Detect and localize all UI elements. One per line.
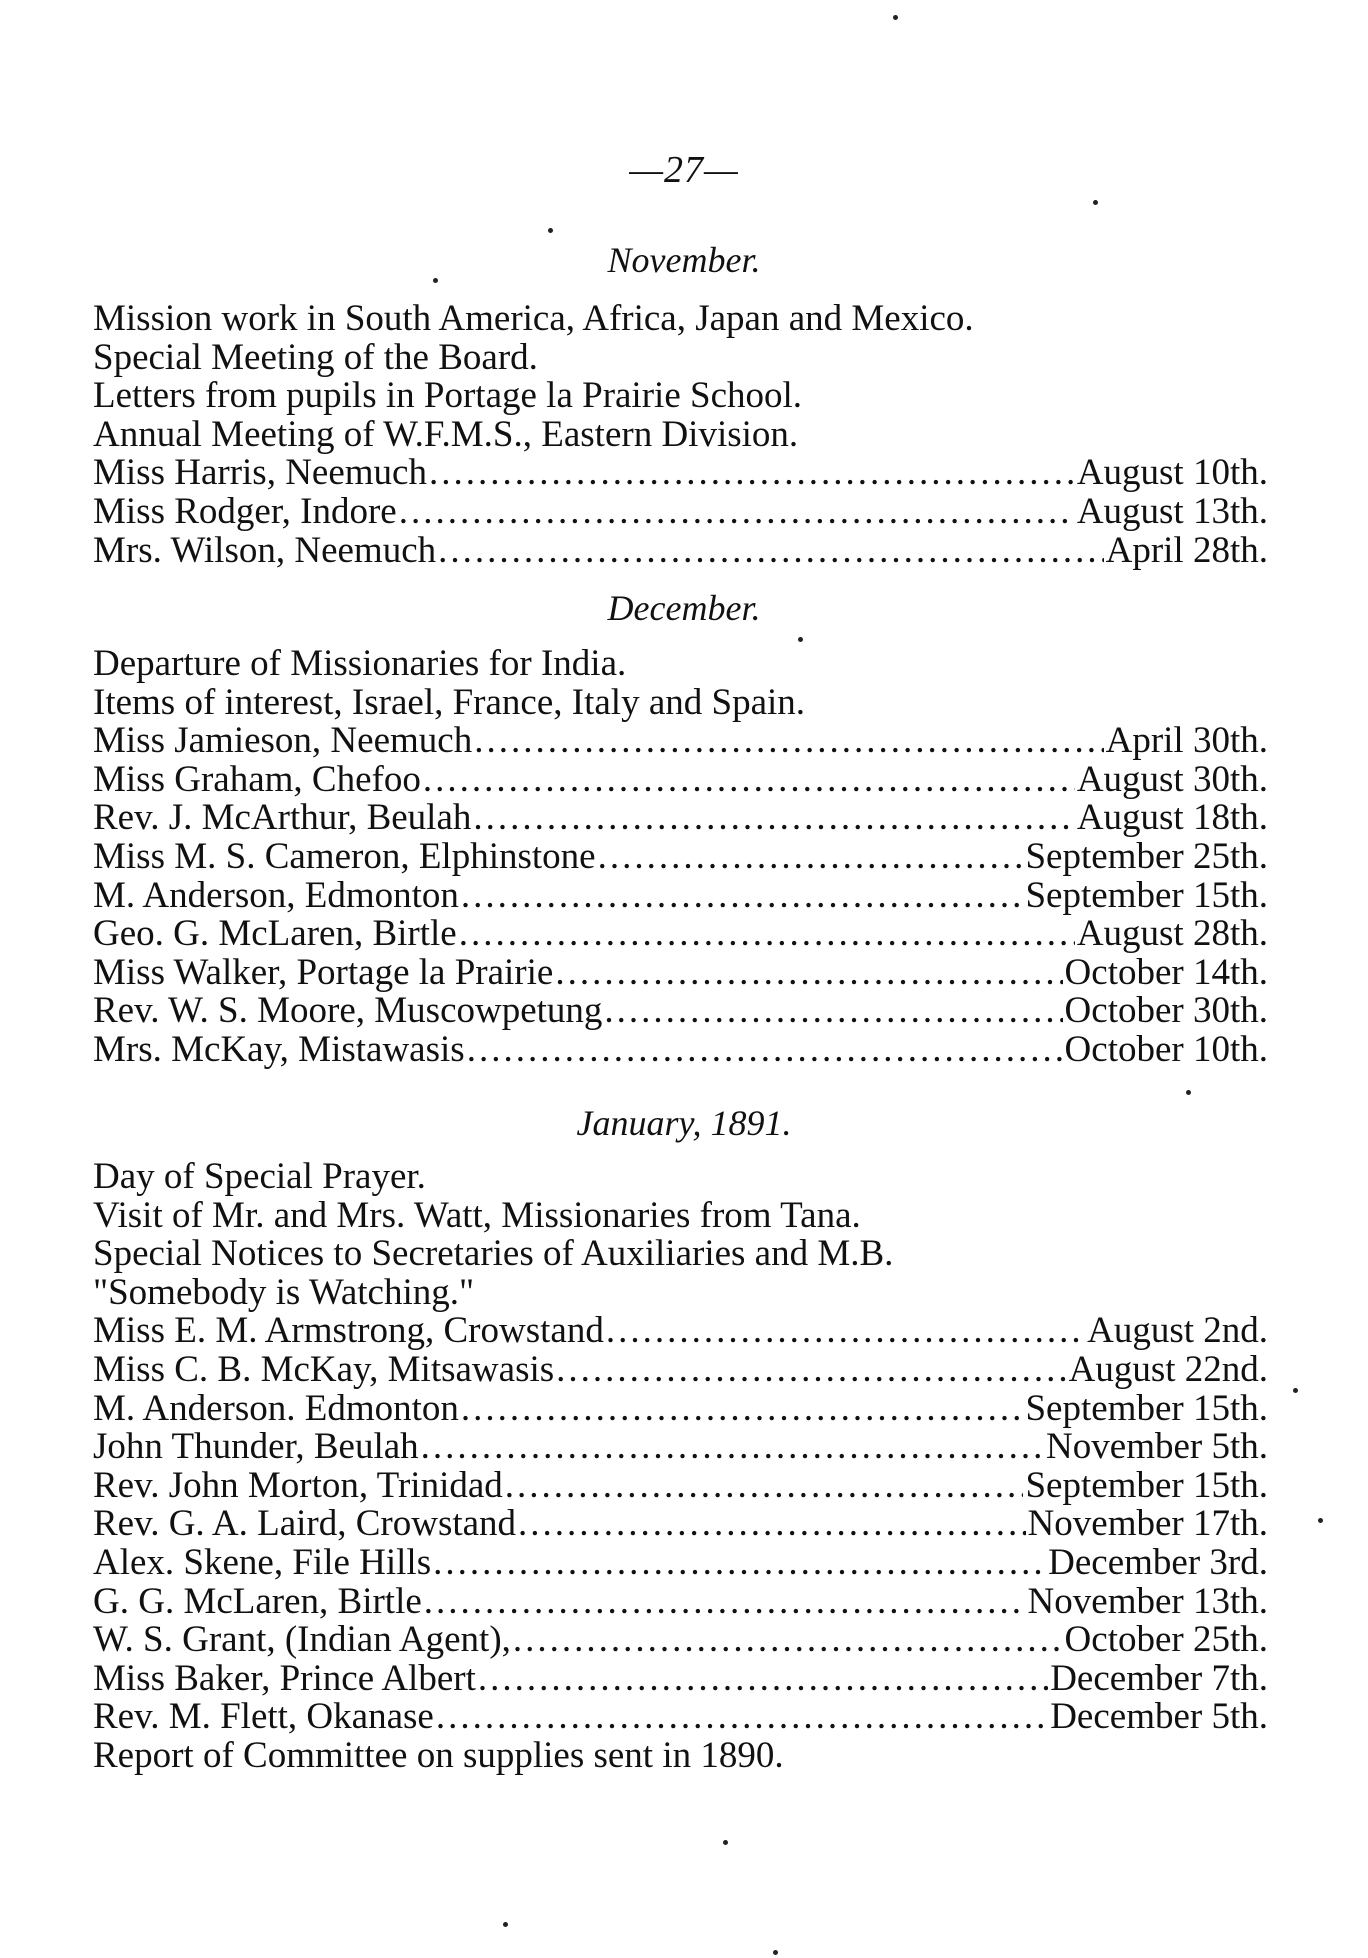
topic-line: Annual Meeting of W.F.M.S., Eastern Division. <box>93 415 799 455</box>
dot-leader <box>518 1505 1026 1544</box>
entry-date: August 30th. <box>1076 760 1268 800</box>
dot-leader <box>474 722 1103 761</box>
dot-leader <box>399 493 1075 532</box>
scan-speck <box>548 228 553 233</box>
entry-date: October 25th. <box>1064 1621 1268 1660</box>
entry-date: April 30th. <box>1105 722 1268 761</box>
entry-date: August 2nd. <box>1087 1312 1268 1351</box>
entry-date: September 15th. <box>1025 1466 1268 1506</box>
dot-leader <box>606 1312 1085 1351</box>
dot-leader <box>461 877 1024 916</box>
scan-speck <box>1318 1518 1323 1523</box>
missionary-entry <box>93 1351 1268 1390</box>
entry-name: Miss M. S. Cameron, Elphinstone <box>93 837 596 877</box>
entry-name: Rev. J. McArthur, Beulah <box>93 799 472 838</box>
section-heading-january: January, 1891. <box>576 1103 792 1143</box>
dot-leader <box>555 954 1062 993</box>
entry-name: Miss Rodger, Indore <box>93 492 397 532</box>
missionary-entry <box>93 454 1268 493</box>
entry-name: Miss Jamieson, Neemuch <box>93 722 473 761</box>
entry-name: Miss Baker, Prince Albert <box>93 1659 476 1699</box>
dot-leader <box>436 1698 1048 1737</box>
scan-speck <box>1093 200 1098 205</box>
entry-name: G. G. McLaren, Birtle <box>93 1582 422 1622</box>
scan-speck <box>503 1922 508 1927</box>
entry-date: December 3rd. <box>1048 1543 1268 1583</box>
section-january <box>93 1158 1268 1776</box>
closing-line: Report of Committee on supplies sent in 1890. <box>93 1736 784 1776</box>
section-heading-november: November. <box>607 240 761 280</box>
topic-line: "Somebody is Watching." <box>93 1273 475 1313</box>
entry-name: W. S. Grant, (Indian Agent), <box>93 1621 511 1660</box>
missionary-entry <box>93 761 1268 800</box>
dot-leader <box>461 1390 1024 1429</box>
entry-name: Geo. G. McLaren, Birtle <box>93 915 457 954</box>
missionary-entry <box>93 1031 1268 1070</box>
entry-name: Miss E. M. Armstrong, Crowstand <box>93 1312 604 1351</box>
missionary-entry <box>93 1544 1268 1583</box>
missionary-entry <box>93 1621 1268 1660</box>
entry-date: November 17th. <box>1027 1505 1268 1544</box>
dot-leader <box>467 1031 1063 1070</box>
topic-line: Special Notices to Secretaries of Auxiliaries and M.B. <box>93 1235 894 1274</box>
missionary-entry <box>93 799 1268 838</box>
entry-name: Rev. John Morton, Trinidad <box>93 1466 503 1506</box>
entry-date: August 13th. <box>1076 492 1268 532</box>
scan-speck <box>893 15 898 20</box>
scan-speck <box>723 1840 728 1845</box>
entry-date: October 10th. <box>1064 1030 1268 1070</box>
page-number: —27— <box>629 149 739 191</box>
scan-speck <box>1293 1388 1298 1393</box>
entry-name: Mrs. Wilson, Neemuch <box>93 531 437 571</box>
entry-name: Rev. W. S. Moore, Muscowpetung <box>93 992 603 1031</box>
topic-line: Day of Special Prayer. <box>93 1158 426 1197</box>
dot-leader <box>424 1583 1026 1622</box>
entry-date: December 7th. <box>1050 1659 1268 1699</box>
missionary-entry <box>93 1660 1268 1699</box>
missionary-entry <box>93 838 1268 877</box>
missionary-entry <box>93 532 1268 571</box>
missionary-entry <box>93 877 1268 916</box>
topic-line: Items of interest, Israel, France, Italy and Spain. <box>93 683 806 723</box>
entry-date: August 28th. <box>1076 915 1268 954</box>
section-december <box>93 645 1268 1070</box>
entry-date: October 30th. <box>1064 992 1268 1031</box>
dot-leader <box>421 1428 1044 1467</box>
dot-leader <box>423 761 1075 800</box>
entry-date: November 13th. <box>1027 1582 1268 1622</box>
entry-name: M. Anderson, Edmonton <box>93 876 459 916</box>
dot-leader <box>473 799 1074 838</box>
missionary-entry <box>93 1505 1268 1544</box>
entry-date: August 22nd. <box>1068 1350 1268 1390</box>
entry-date: November 5th. <box>1046 1428 1268 1467</box>
dot-leader <box>459 915 1075 954</box>
scan-speck <box>433 278 438 283</box>
entry-name: M. Anderson. Edmonton <box>93 1389 459 1429</box>
dot-leader <box>505 1467 1024 1506</box>
section-november <box>93 300 1268 570</box>
dot-leader <box>433 1544 1046 1583</box>
entry-date: April 28th. <box>1105 531 1268 571</box>
dot-leader <box>429 454 1075 493</box>
entry-name: Miss Graham, Chefoo <box>93 760 421 800</box>
scan-speck <box>773 1950 778 1955</box>
topic-line: Special Meeting of the Board. <box>93 338 538 378</box>
dot-leader <box>604 992 1062 1031</box>
missionary-entry <box>93 1698 1268 1737</box>
scan-speck <box>1186 1090 1191 1095</box>
dot-leader <box>598 838 1024 877</box>
entry-date: October 14th. <box>1064 953 1268 993</box>
dot-leader <box>513 1621 1063 1660</box>
topic-line: Letters from pupils in Portage la Prairie School. <box>93 377 803 416</box>
missionary-entry <box>93 954 1268 993</box>
entry-date: September 15th. <box>1025 876 1268 916</box>
topic-line: Visit of Mr. and Mrs. Watt, Missionaries from Tana. <box>93 1196 861 1236</box>
topic-line: Departure of Missionaries for India. <box>93 645 627 684</box>
entry-name: Rev. G. A. Laird, Crowstand <box>93 1505 517 1544</box>
missionary-entry <box>93 1390 1268 1429</box>
missionary-entry <box>93 493 1268 532</box>
entry-name: John Thunder, Beulah <box>93 1428 419 1467</box>
missionary-entry <box>93 722 1268 761</box>
entry-name: Mrs. McKay, Mistawasis <box>93 1030 465 1070</box>
entry-name: Miss C. B. McKay, Mitsawasis <box>93 1350 555 1390</box>
entry-date: August 18th. <box>1076 799 1268 838</box>
entry-name: Alex. Skene, File Hills <box>93 1543 432 1583</box>
entry-name: Rev. M. Flett, Okanase <box>93 1698 434 1737</box>
entry-date: September 25th. <box>1025 837 1268 877</box>
entry-name: Miss Harris, Neemuch <box>93 454 427 493</box>
topic-line: Mission work in South America, Africa, Japan and Mexico. <box>93 300 974 339</box>
missionary-entry <box>93 1583 1268 1622</box>
missionary-entry <box>93 1467 1268 1506</box>
scan-speck <box>798 637 803 642</box>
entry-date: September 15th. <box>1025 1389 1268 1429</box>
section-heading-december: December. <box>607 588 761 628</box>
dot-leader <box>556 1351 1066 1390</box>
dot-leader <box>438 532 1103 571</box>
missionary-entry <box>93 1312 1268 1351</box>
entry-date: August 10th. <box>1076 454 1268 493</box>
missionary-entry <box>93 992 1268 1031</box>
missionary-entry <box>93 915 1268 954</box>
entry-date: December 5th. <box>1050 1698 1268 1737</box>
entry-name: Miss Walker, Portage la Prairie <box>93 953 554 993</box>
missionary-entry <box>93 1428 1268 1467</box>
dot-leader <box>478 1660 1048 1699</box>
